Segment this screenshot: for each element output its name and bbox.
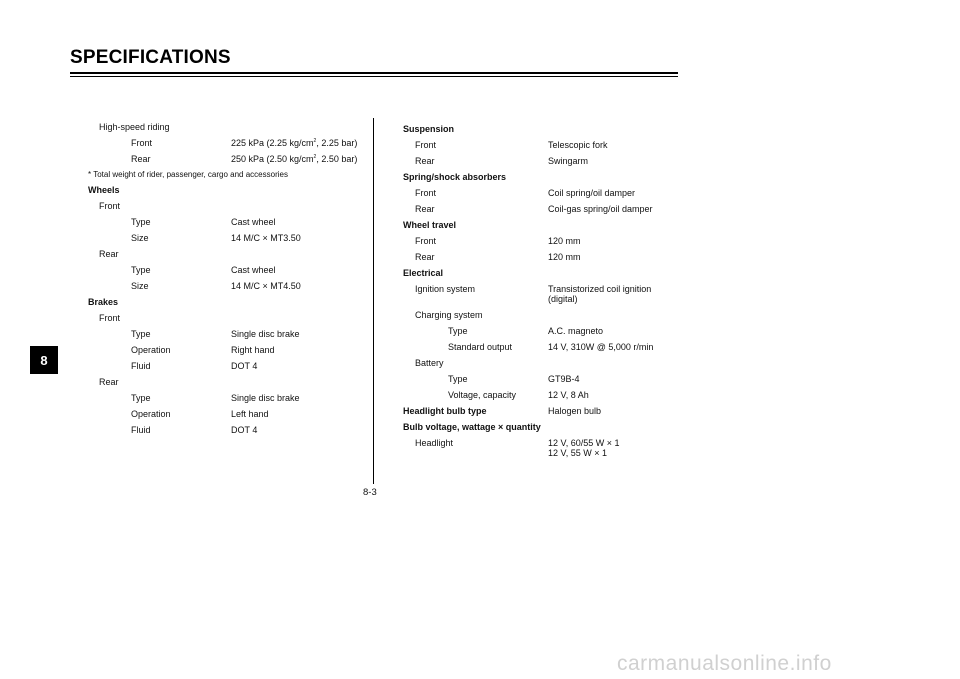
absorbers-front-label: Front (415, 188, 437, 198)
page-number: 8-3 (363, 487, 377, 498)
suspension-heading: Suspension (403, 124, 455, 134)
suspension-rear-value: Swingarm (548, 156, 589, 166)
output-value: 14 V, 310W @ 5,000 r/min (548, 342, 654, 352)
brakes-heading: Brakes (88, 297, 119, 307)
brakes-front-operation-label: Operation (131, 345, 171, 355)
wheel-travel-front-label: Front (415, 236, 437, 246)
high-speed-front-label: Front (131, 138, 153, 148)
wheel-travel-rear-value: 120 mm (548, 252, 581, 262)
wheels-front-type-label: Type (131, 217, 151, 227)
charging-type-label: Type (448, 326, 468, 336)
suspension-front-value: Telescopic fork (548, 140, 608, 150)
absorbers-front-value: Coil spring/oil damper (548, 188, 636, 198)
brakes-rear-fluid-value: DOT 4 (231, 425, 258, 435)
brakes-rear-type-label: Type (131, 393, 151, 403)
electrical-heading: Electrical (403, 268, 444, 278)
brakes-front-fluid-value: DOT 4 (231, 361, 258, 371)
suspension-rear-label: Rear (415, 156, 435, 166)
voltage-value: 12 V, 8 Ah (548, 390, 589, 400)
headlight-bulb-value: Halogen bulb (548, 406, 602, 416)
headlight-bulb-heading: Headlight bulb type (403, 406, 487, 416)
absorbers-rear-label: Rear (415, 204, 435, 214)
wheel-travel-rear-label: Rear (415, 252, 435, 262)
brakes-front-fluid-label: Fluid (131, 361, 151, 371)
brakes-front-operation-value: Right hand (231, 345, 275, 355)
wheels-rear-type-value: Cast wheel (231, 265, 276, 275)
wheel-travel-heading: Wheel travel (403, 220, 457, 230)
voltage-label: Voltage, capacity (448, 390, 517, 400)
high-speed-front-value: 225 kPa (2.25 $kg/cm^2$, 2.25 bar) (231, 138, 358, 148)
ignition-value-cont: (digital) (548, 294, 578, 304)
charging-type-value: A.C. magneto (548, 326, 604, 336)
wheels-rear-label: Rear (99, 249, 119, 259)
wheels-rear-size-label: Size (131, 281, 149, 291)
chapter-tab[interactable]: 8 (30, 346, 58, 374)
brakes-front-label: Front (99, 313, 121, 323)
brakes-rear-operation-value: Left hand (231, 409, 269, 419)
wheels-rear-type-label: Type (131, 265, 151, 275)
header-rule-thin (70, 76, 678, 77)
ignition-label: Ignition system (415, 284, 476, 294)
headlight-label: Headlight (415, 438, 454, 448)
footnote: * Total weight of rider, passenger, cargo and accessories (88, 170, 288, 179)
watermark: carmanualsonline.info (617, 652, 832, 675)
brakes-rear-type-value: Single disc brake (231, 393, 300, 403)
absorbers-heading: Spring/shock absorbers (403, 172, 507, 182)
ignition-value: Transistorized coil ignition (548, 284, 652, 294)
wheels-front-size-value: 14 M/C × MT3.50 (231, 233, 301, 243)
high-speed-rear-label: Rear (131, 154, 151, 164)
wheels-heading: Wheels (88, 185, 120, 195)
suspension-front-label: Front (415, 140, 437, 150)
brakes-rear-operation-label: Operation (131, 409, 171, 419)
charging-label: Charging system (415, 310, 483, 320)
absorbers-rear-value: Coil-gas spring/oil damper (548, 204, 653, 214)
battery-type-value: GT9B-4 (548, 374, 580, 384)
wheels-front-type-value: Cast wheel (231, 217, 276, 227)
wheel-travel-front-value: 120 mm (548, 236, 581, 246)
bulb-voltage-heading: Bulb voltage, wattage × quantity (403, 422, 541, 432)
wheels-rear-size-value: 14 M/C × MT4.50 (231, 281, 301, 291)
brakes-front-type-label: Type (131, 329, 151, 339)
column-divider (373, 118, 374, 484)
high-speed-rear-value: 250 kPa (2.50 $kg/cm^2$, 2.50 bar) (231, 154, 358, 164)
brakes-front-type-value: Single disc brake (231, 329, 300, 339)
wheels-front-size-label: Size (131, 233, 149, 243)
brakes-rear-label: Rear (99, 377, 119, 387)
wheels-front-label: Front (99, 201, 121, 211)
output-label: Standard output (448, 342, 513, 352)
page-title: SPECIFICATIONS (70, 47, 231, 68)
headlight-value-cont: 12 V, 55 W × 1 (548, 448, 607, 458)
battery-label: Battery (415, 358, 444, 368)
header-rule-thick (70, 72, 678, 74)
high-speed-label: High-speed riding (99, 122, 170, 132)
headlight-value: 12 V, 60/55 W × 1 (548, 438, 620, 448)
battery-type-label: Type (448, 374, 468, 384)
brakes-rear-fluid-label: Fluid (131, 425, 151, 435)
